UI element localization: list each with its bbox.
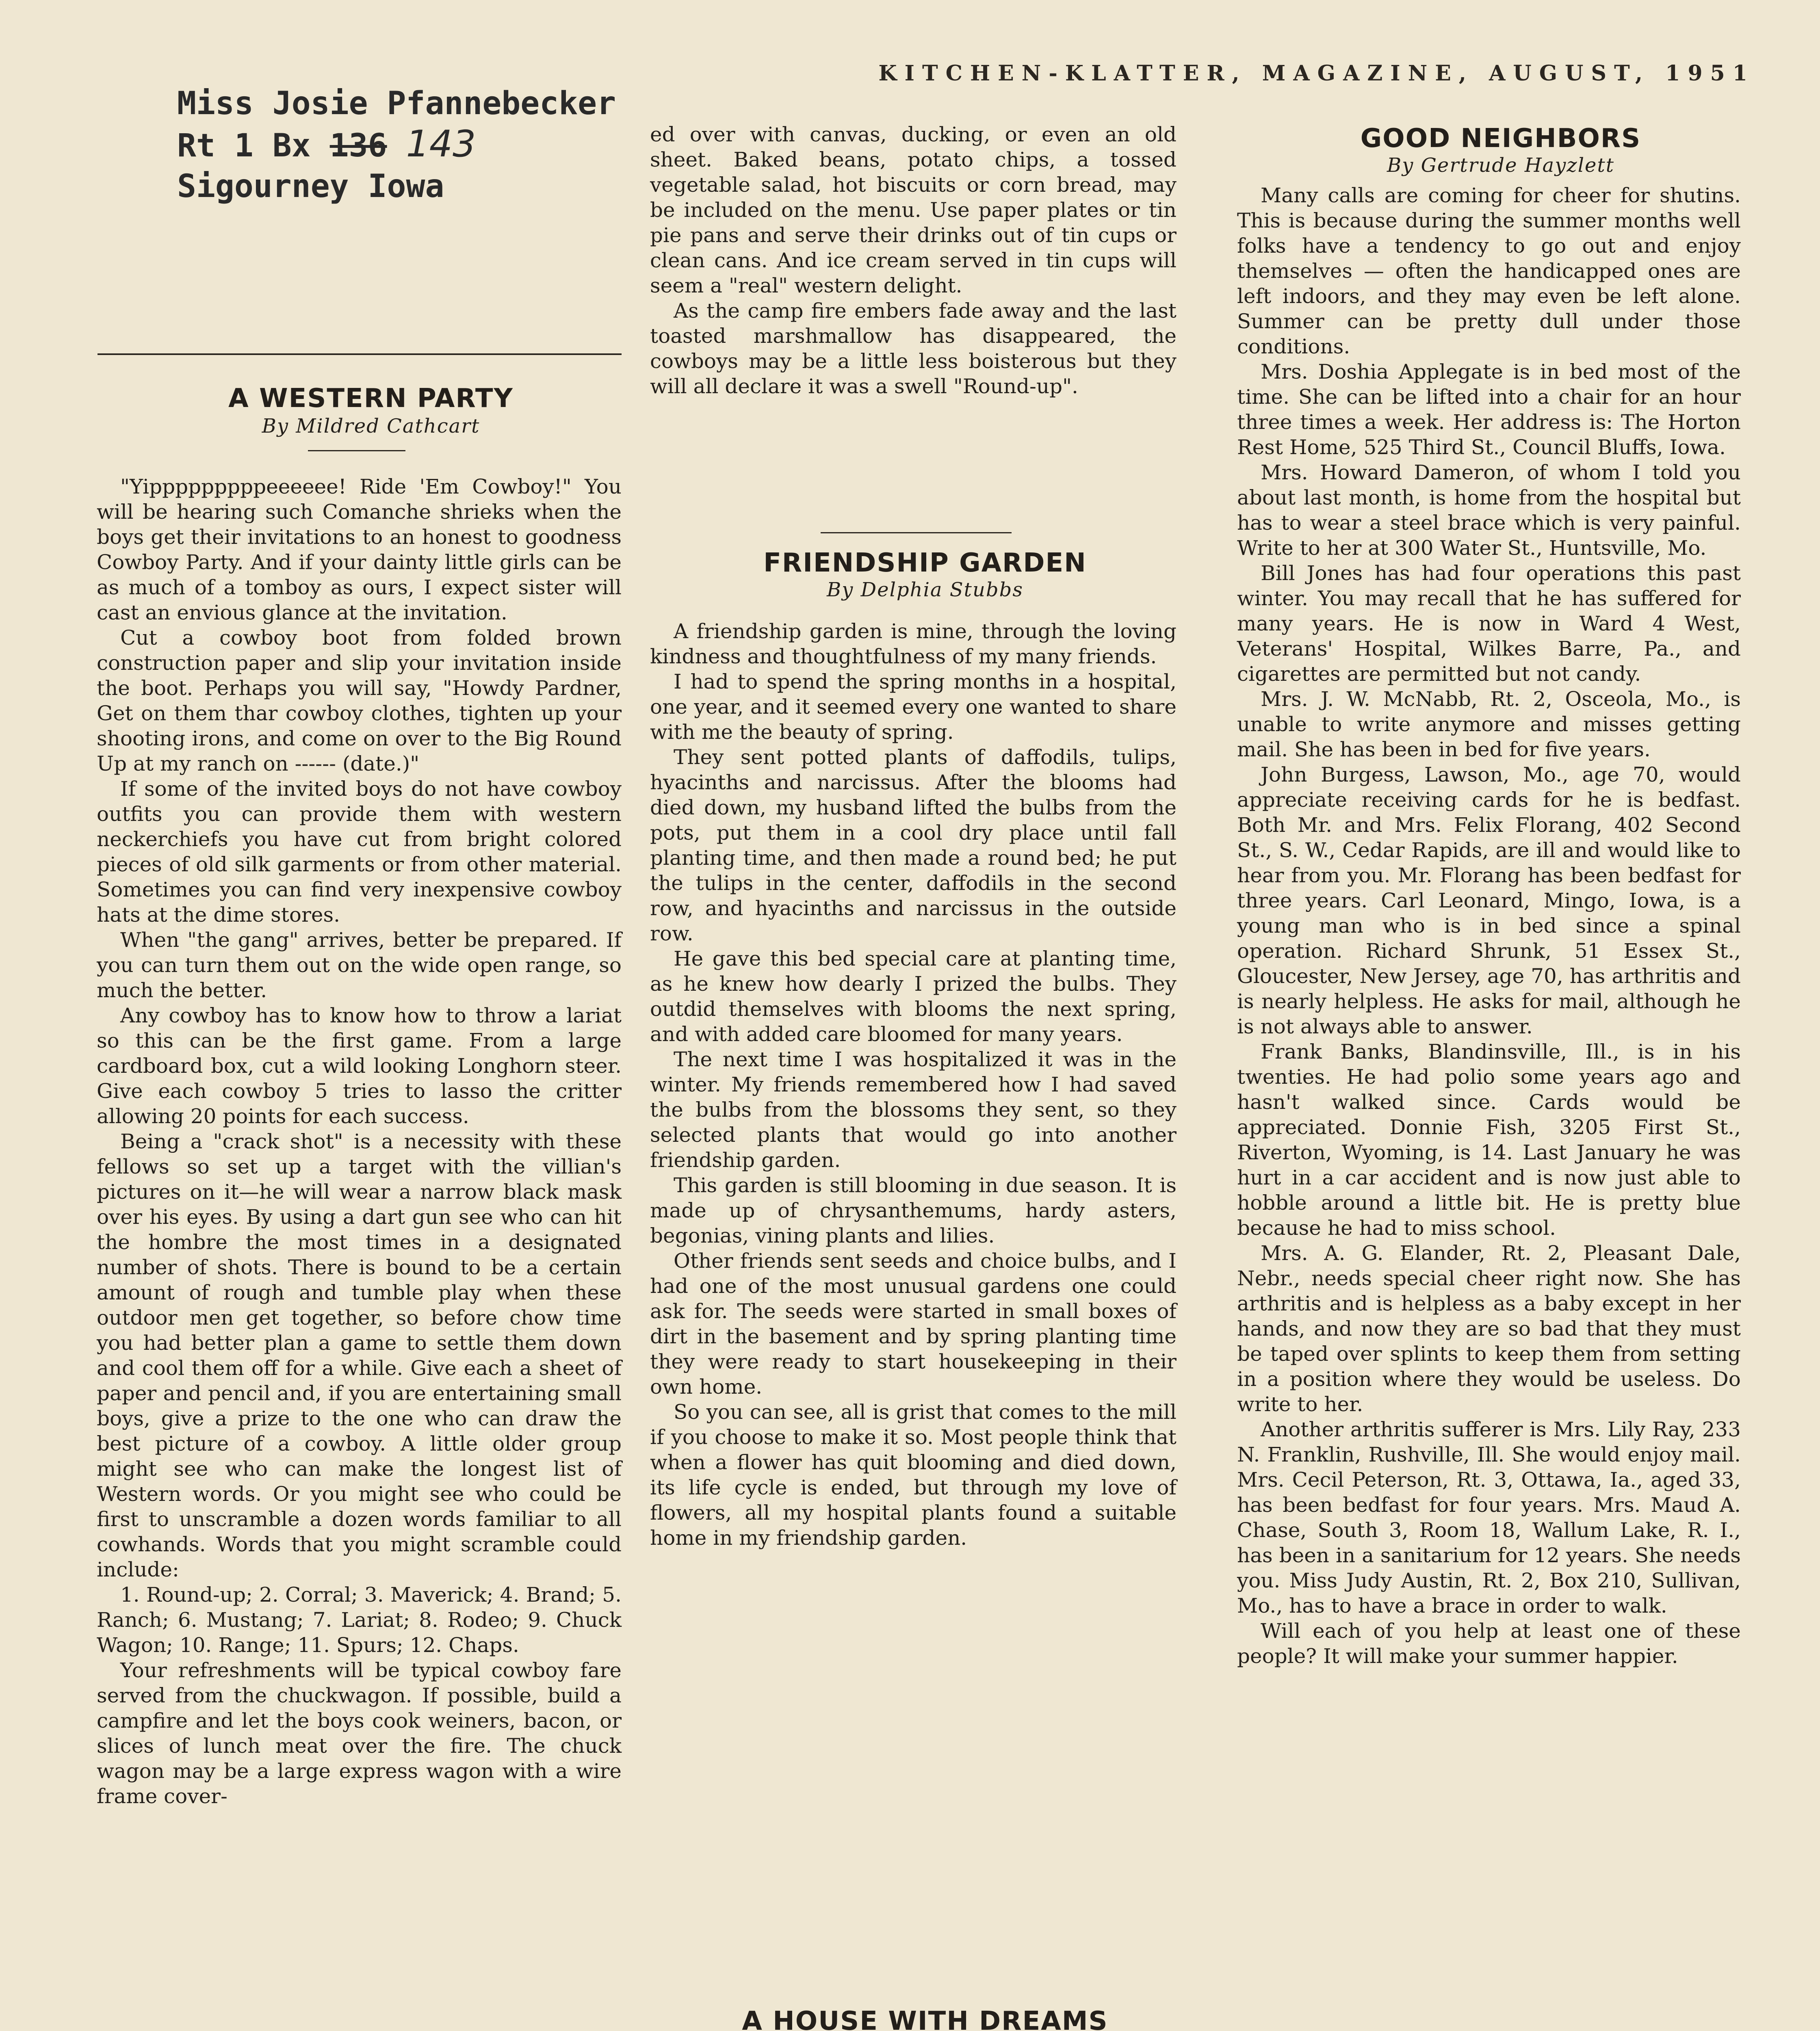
paragraph: 1. Round-up; 2. Corral; 3. Maverick; 4. Brand; 5. Ranch; 6. Mustang; 7. Lariat; 8. Rodeo; 9. Chuck Wagon; 10. Range; 11. Spurs; 12. Chaps.	[97, 1583, 622, 1657]
paragraph: Any cowboy has to know how to throw a lariat so this can be the first game. From a large cardboard box, cut a wild looking Longhorn steer. Give each cowboy 5 tries to lasso the critter allowing 20 points for each success.	[97, 1004, 622, 1128]
stamp-name: Miss Josie Pfannebecker	[177, 85, 616, 122]
paragraph: Another arthritis sufferer is Mrs. Lily Ray, 233 N. Franklin, Rushville, Ill. She would enjoy mail. Mrs. Cecil Peterson, Rt. 3, Ottawa, Ia., aged 33, has been bedfast for four years. Mrs. Maud A. Chase, South 3, Room 18, Wallum Lake, R. I., has been in a sanitarium for 12 years. She needs you. Miss Judy Austin, Rt. 2, Box 210, Sullivan, Mo., has to have a brace in order to walk.	[1237, 1418, 1741, 1617]
article-title: GOOD NEIGHBORS	[1360, 123, 1641, 154]
paragraph: Cut a cowboy boot from folded brown construction paper and slip your invitation inside the boot. Perhaps you will say, "Howdy Pardner, Get on them thar cowboy clothes, tighten up your shooting irons, and come on over to the Big Round Up at my ranch on ------ (date.)"	[97, 626, 622, 775]
paragraph: ed over with canvas, ducking, or even an old sheet. Baked beans, potato chips, a tossed vegetable salad, hot biscuits or corn bread, may be included on the menu. Use paper plates or tin pie pans and serve their drinks out of tin cups or clean cans. And ice cream served in tin cups will seem a "real" western delight.	[650, 123, 1176, 297]
paragraph: Bill Jones has had four operations this past winter. You may recall that he has suffered for many years. He is now in Ward 4 West, Veterans' Hospital, Wilkes Barre, Pa., and cigarettes are permitted but not candy.	[1237, 561, 1741, 686]
paragraph: John Burgess, Lawson, Mo., age 70, would appreciate receiving cards for he is bedfast. Both Mr. and Mrs. Felix Florang, 402 Second St., S. W., Cedar Rapids, are ill and would like to hear from you. Mr. Florang has been bedfast for three years. Carl Leonard, Mingo, Iowa, is a young man who is in bed since a spinal operation. Richard Shrunk, 51 Essex St., Gloucester, New Jersey, age 70, has arthritis and is nearly helpless. He asks for mail, although he is not always able to answer.	[1237, 763, 1741, 1038]
paragraph: Your refreshments will be typical cowboy fare served from the chuckwagon. If possible, build a campfire and let the boys cook weiners, bacon, or slices of lunch meat over the fire. The chuck wagon may be a large express wagon with a wire frame cover-	[97, 1659, 622, 1808]
paragraph: This garden is still blooming in due season. It is made up of chrysanthemums, hardy asters, begonias, vining plants and lilies.	[650, 1174, 1176, 1247]
paragraph: Mrs. Howard Dameron, of whom I told you about last month, is home from the hospital but has to wear a steel brace which is very painful. Write to her at 300 Water St., Huntsville, Mo.	[1237, 461, 1741, 560]
paragraph: A friendship garden is mine, through the loving kindness and thoughtfulness of my many friends.	[650, 619, 1176, 668]
title-rule	[308, 450, 405, 451]
running-header: KITCHEN-KLATTER, MAGAZINE, AUGUST, 1951	[878, 61, 1755, 86]
paragraph: Mrs. Doshia Applegate is in bed most of the time. She can be lifted into a chair for an hour three times a week. Her address is: The Horton Rest Home, 525 Third St., Council Bluffs, Iowa.	[1237, 360, 1741, 459]
paragraph: I had to spend the spring months in a hospital, one year, and it seemed every one wanted to share with me the beauty of spring.	[650, 670, 1176, 744]
article-title: FRIENDSHIP GARDEN	[763, 548, 1087, 578]
paragraph: He gave this bed special care at planting time, as he knew how dearly I prized the bulbs. They outdid themselves with blooms the next spring, and with added care bloomed for many years.	[650, 947, 1176, 1046]
paragraph: If some of the invited boys do not have cowboy outfits you can provide them with western neckerchiefs you have cut from bright colored pieces of old silk garments or from other material. Sometimes you can find very inexpensive cowboy hats at the dime stores.	[97, 777, 622, 927]
paragraph: Many calls are coming for cheer for shutins. This is because during the summer months well folks have a tendency to go out and enjoy themselves — often the handicapped ones are left indoors, and they may even be left alone. Summer can be pretty dull under those conditions.	[1237, 184, 1741, 358]
column-one-top-rule	[98, 353, 622, 355]
article-friendship-garden	[650, 550, 1176, 1550]
article-byline: By Mildred Cathcart	[262, 415, 480, 437]
paragraph: Being a "crack shot" is a necessity with these fellows so set up a target with the villian's pictures on it—he will wear a narrow black mask over his eyes. By using a dart gun see who can hit the hombre the most times in a designated number of shots. There is bound to be a certain amount of rough and tumble play when these outdoor men get together, so before chow time you had better plan a game to settle them down and cool them off for a while. Give each a sheet of paper and pencil and, if you are entertaining small boys, give a prize to the one who can draw the best picture of a cowboy. A little older group might see who can make the longest list of Western words. Or you might see who could be first to unscramble a dozen words familiar to all cowhands. Words that you might scramble could include:	[97, 1130, 622, 1581]
poem-title: A HOUSE WITH DREAMS	[742, 2006, 1108, 2031]
paragraph: As the camp fire embers fade away and the last toasted marshmallow has disappeared, the cowboys may be a little less boisterous but they will all declare it was a swell "Round-up".	[650, 299, 1176, 398]
paragraph: When "the gang" arrives, better be prepared. If you can turn them out on the wide open range, so much the better.	[97, 928, 622, 1002]
stamp-box-handwritten: 143	[406, 123, 476, 165]
poem-house-with-dreams	[650, 2006, 1176, 2031]
stamp-route: Rt 1 Bx 136 143	[177, 123, 476, 165]
stamp-box-crossed: 136	[329, 128, 387, 164]
paragraph: So you can see, all is grist that comes to the mill if you choose to make it so. Most people think that when a flower has quit blooming and died down, its life cycle is ended, but through my love of flowers, all my hospital plants found a suitable home in my friendship garden.	[650, 1400, 1176, 1550]
paragraph: Frank Banks, Blandinsville, Ill., is in his twenties. He had polio some years ago and hasn't walked since. Cards would be appreciated. Donnie Fish, 3205 First St., Riverton, Wyoming, is 14. Last January he was hurt in a car accident and is now just able to hobble around a little bit. He is pretty blue because he had to miss school.	[1237, 1040, 1741, 1240]
article-byline: By Delphia Stubbs	[827, 578, 1023, 601]
article-good-neighbors	[1237, 123, 1741, 1669]
article-byline: By Gertrude Hayzlett	[1387, 154, 1615, 177]
stamp-town: Sigourney Iowa	[177, 168, 444, 205]
paragraph: Mrs. J. W. McNabb, Rt. 2, Osceola, Mo., is unable to write anymore and misses getting mail. She has been in bed for five years.	[1237, 687, 1741, 761]
paragraph: Mrs. A. G. Elander, Rt. 2, Pleasant Dale, Nebr., needs special cheer right now. She has arthritis and is helpless as a baby except in her hands, and now they are so bad that they must be taped over splints to keep them from setting in a position where they would be useless. Do write to her.	[1237, 1241, 1741, 1416]
article-western-party-part1	[97, 383, 622, 1809]
address-stamp	[177, 83, 665, 207]
paragraph: They sent potted plants of daffodils, tulips, hyacinths and narcissus. After the blooms had died down, my husband lifted the bulbs from the pots, put them in a cool dry place until fall planting time, and then made a round bed; he put the tulips in the center, daffodils in the second row, and hyacinths and narcissus in the outside row.	[650, 745, 1176, 945]
article-western-party-part2	[650, 122, 1176, 399]
paragraph: "Yipppppppppeeeeee! Ride 'Em Cowboy!" You will be hearing such Comanche shrieks when the boys get their invitations to an honest to goodness Cowboy Party. And if your dainty little girls can be as much of a tomboy as ours, I expect sister will cast an envious glance at the invitation.	[97, 475, 622, 624]
paragraph: Other friends sent seeds and choice bulbs, and I had one of the most unusual gardens one could ask for. The seeds were started in small boxes of dirt in the basement and by spring planting time they were ready to start housekeeping in their own home.	[650, 1249, 1176, 1399]
paragraph: The next time I was hospitalized it was in the winter. My friends remembered how I had saved the bulbs from the blossoms they sent, so they selected plants that would go into another friendship garden.	[650, 1048, 1176, 1172]
paragraph: Will each of you help at least one of these people? It will make your summer happier.	[1237, 1619, 1741, 1668]
section-divider	[821, 532, 1012, 533]
article-title: A WESTERN PARTY	[228, 383, 514, 414]
